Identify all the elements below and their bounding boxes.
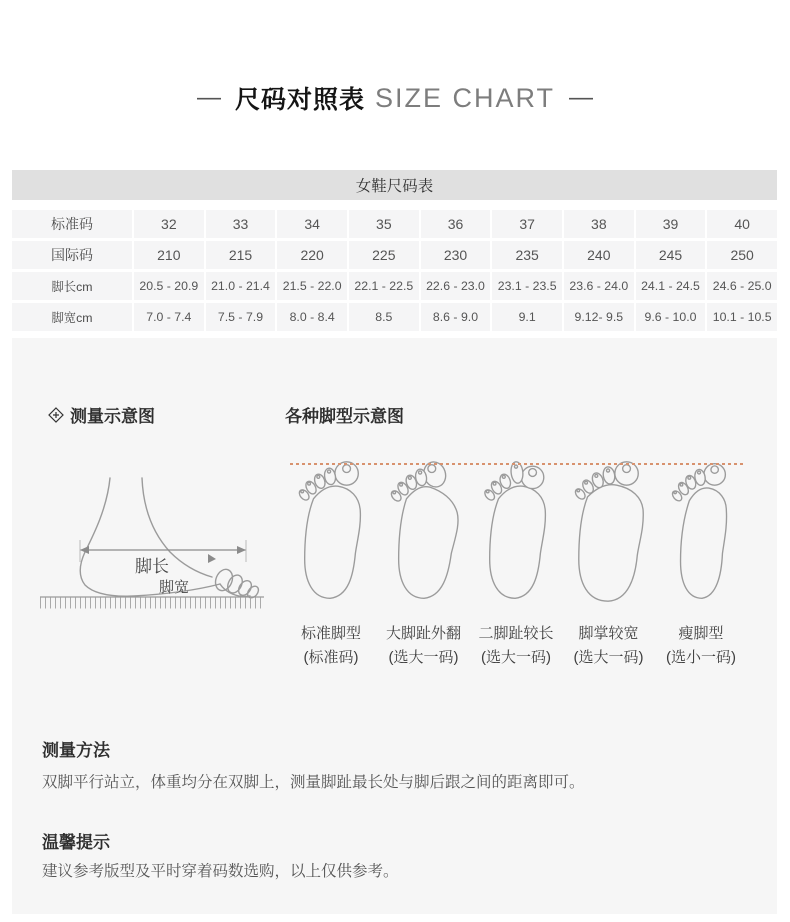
foot-type-name: 瘦脚型 [678, 625, 724, 642]
table-cell: 33 [206, 210, 276, 238]
table-cell: 230 [421, 241, 491, 269]
title-chinese: 尺码对照表 [234, 86, 365, 114]
table-row [12, 272, 777, 300]
table-cell: 225 [349, 241, 419, 269]
table-cell: 37 [492, 210, 562, 238]
table-cell: 7.0 - 7.4 [134, 303, 204, 331]
table-cell: 220 [277, 241, 347, 269]
tips-heading: 温馨提示 [42, 833, 110, 852]
table-cell: 23.1 - 23.5 [492, 272, 562, 300]
foot-type-name: 二脚趾较长 [478, 625, 554, 642]
foot-type-label [288, 622, 374, 670]
table-cell: 22.6 - 23.0 [421, 272, 491, 300]
table-cell: 215 [206, 241, 276, 269]
table-cell: 9.1 [492, 303, 562, 331]
foot-types-heading-text: 各种脚型示意图 [285, 407, 404, 426]
foot-standard [288, 450, 374, 618]
table-cell: 38 [564, 210, 634, 238]
foot-outline-standard [292, 450, 370, 612]
foot-type-name: 标准脚型 [300, 625, 361, 642]
toe-guide-dashed-line [290, 463, 744, 465]
table-row [12, 210, 777, 238]
table-cell: 21.0 - 21.4 [206, 272, 276, 300]
foot-long-second-toe [473, 450, 559, 618]
foot-outline-bunion [385, 450, 463, 612]
foot-outline-wide [570, 450, 648, 612]
table-cell: 20.5 - 20.9 [134, 272, 204, 300]
measure-section-heading [48, 402, 155, 427]
table-cell: 35 [349, 210, 419, 238]
foot-slim [658, 450, 744, 618]
table-cell: 32 [134, 210, 204, 238]
foot-width-label: 脚宽 [158, 579, 190, 596]
method-body: 双脚平行站立，体重均分在双脚上，测量脚趾最长处与脚后跟之间的距离即可。 [42, 774, 585, 791]
foot-bunion [381, 450, 467, 618]
diamond-plus-icon [48, 407, 64, 423]
foot-outline-long-second-toe [477, 450, 555, 612]
table-cell: 8.5 [349, 303, 419, 331]
foot-type-label [658, 622, 744, 670]
foot-outline-slim [662, 450, 740, 612]
foot-type-name: 脚掌较宽 [578, 625, 639, 642]
tips-body: 建议参考版型及平时穿着码数选购，以上仅供参考。 [42, 863, 399, 880]
table-row [12, 303, 777, 331]
title-dash-left: — [196, 84, 221, 111]
title-english: SIZE CHART [374, 82, 556, 113]
foot-type-label [473, 622, 559, 670]
foot-types-heading [285, 402, 404, 427]
foot-length-label: 脚长 [135, 557, 169, 576]
foot-type-name: 大脚趾外翻 [385, 625, 461, 642]
table-cell: 24.1 - 24.5 [636, 272, 706, 300]
table-cell: 9.12- 9.5 [564, 303, 634, 331]
row-label: 脚长cm [12, 272, 132, 300]
row-label: 标准码 [12, 210, 132, 238]
title-dash-right: — [569, 84, 594, 111]
table-row [12, 241, 777, 269]
row-label: 国际码 [12, 241, 132, 269]
measure-heading-text: 测量示意图 [70, 407, 155, 426]
method-heading: 测量方法 [42, 741, 110, 760]
row-label: 脚宽cm [12, 303, 132, 331]
table-cell: 7.5 - 7.9 [206, 303, 276, 331]
table-cell: 36 [421, 210, 491, 238]
table-cell: 22.1 - 22.5 [349, 272, 419, 300]
table-cell: 250 [707, 241, 777, 269]
table-cell: 24.6 - 25.0 [707, 272, 777, 300]
foot-type-label [381, 622, 467, 670]
foot-wide [566, 450, 652, 618]
foot-type-labels [288, 622, 744, 670]
table-cell: 9.6 - 10.0 [636, 303, 706, 331]
table-cell: 235 [492, 241, 562, 269]
table-caption: 女鞋尺码表 [12, 170, 777, 200]
table-cell: 34 [277, 210, 347, 238]
table-cell: 21.5 - 22.0 [277, 272, 347, 300]
table-cell: 8.6 - 9.0 [421, 303, 491, 331]
table-cell: 8.0 - 8.4 [277, 303, 347, 331]
table-cell: 245 [636, 241, 706, 269]
foot-type-advice: (选大一码) [481, 649, 551, 666]
foot-type-advice: (选大一码) [388, 649, 459, 666]
foot-type-label [566, 622, 652, 670]
foot-type-diagrams [288, 450, 744, 618]
size-table [12, 170, 777, 334]
table-cell: 210 [134, 241, 204, 269]
foot-measurement-diagram [34, 450, 274, 618]
info-panel [12, 338, 777, 914]
table-cell: 39 [636, 210, 706, 238]
table-cell: 240 [564, 241, 634, 269]
page-title [0, 80, 790, 116]
table-cell: 23.6 - 24.0 [564, 272, 634, 300]
foot-type-advice: (选大一码) [573, 649, 644, 666]
foot-type-advice: (标准码) [303, 649, 359, 666]
table-cell: 10.1 - 10.5 [707, 303, 777, 331]
table-cell: 40 [707, 210, 777, 238]
foot-type-advice: (选小一码) [666, 649, 736, 666]
